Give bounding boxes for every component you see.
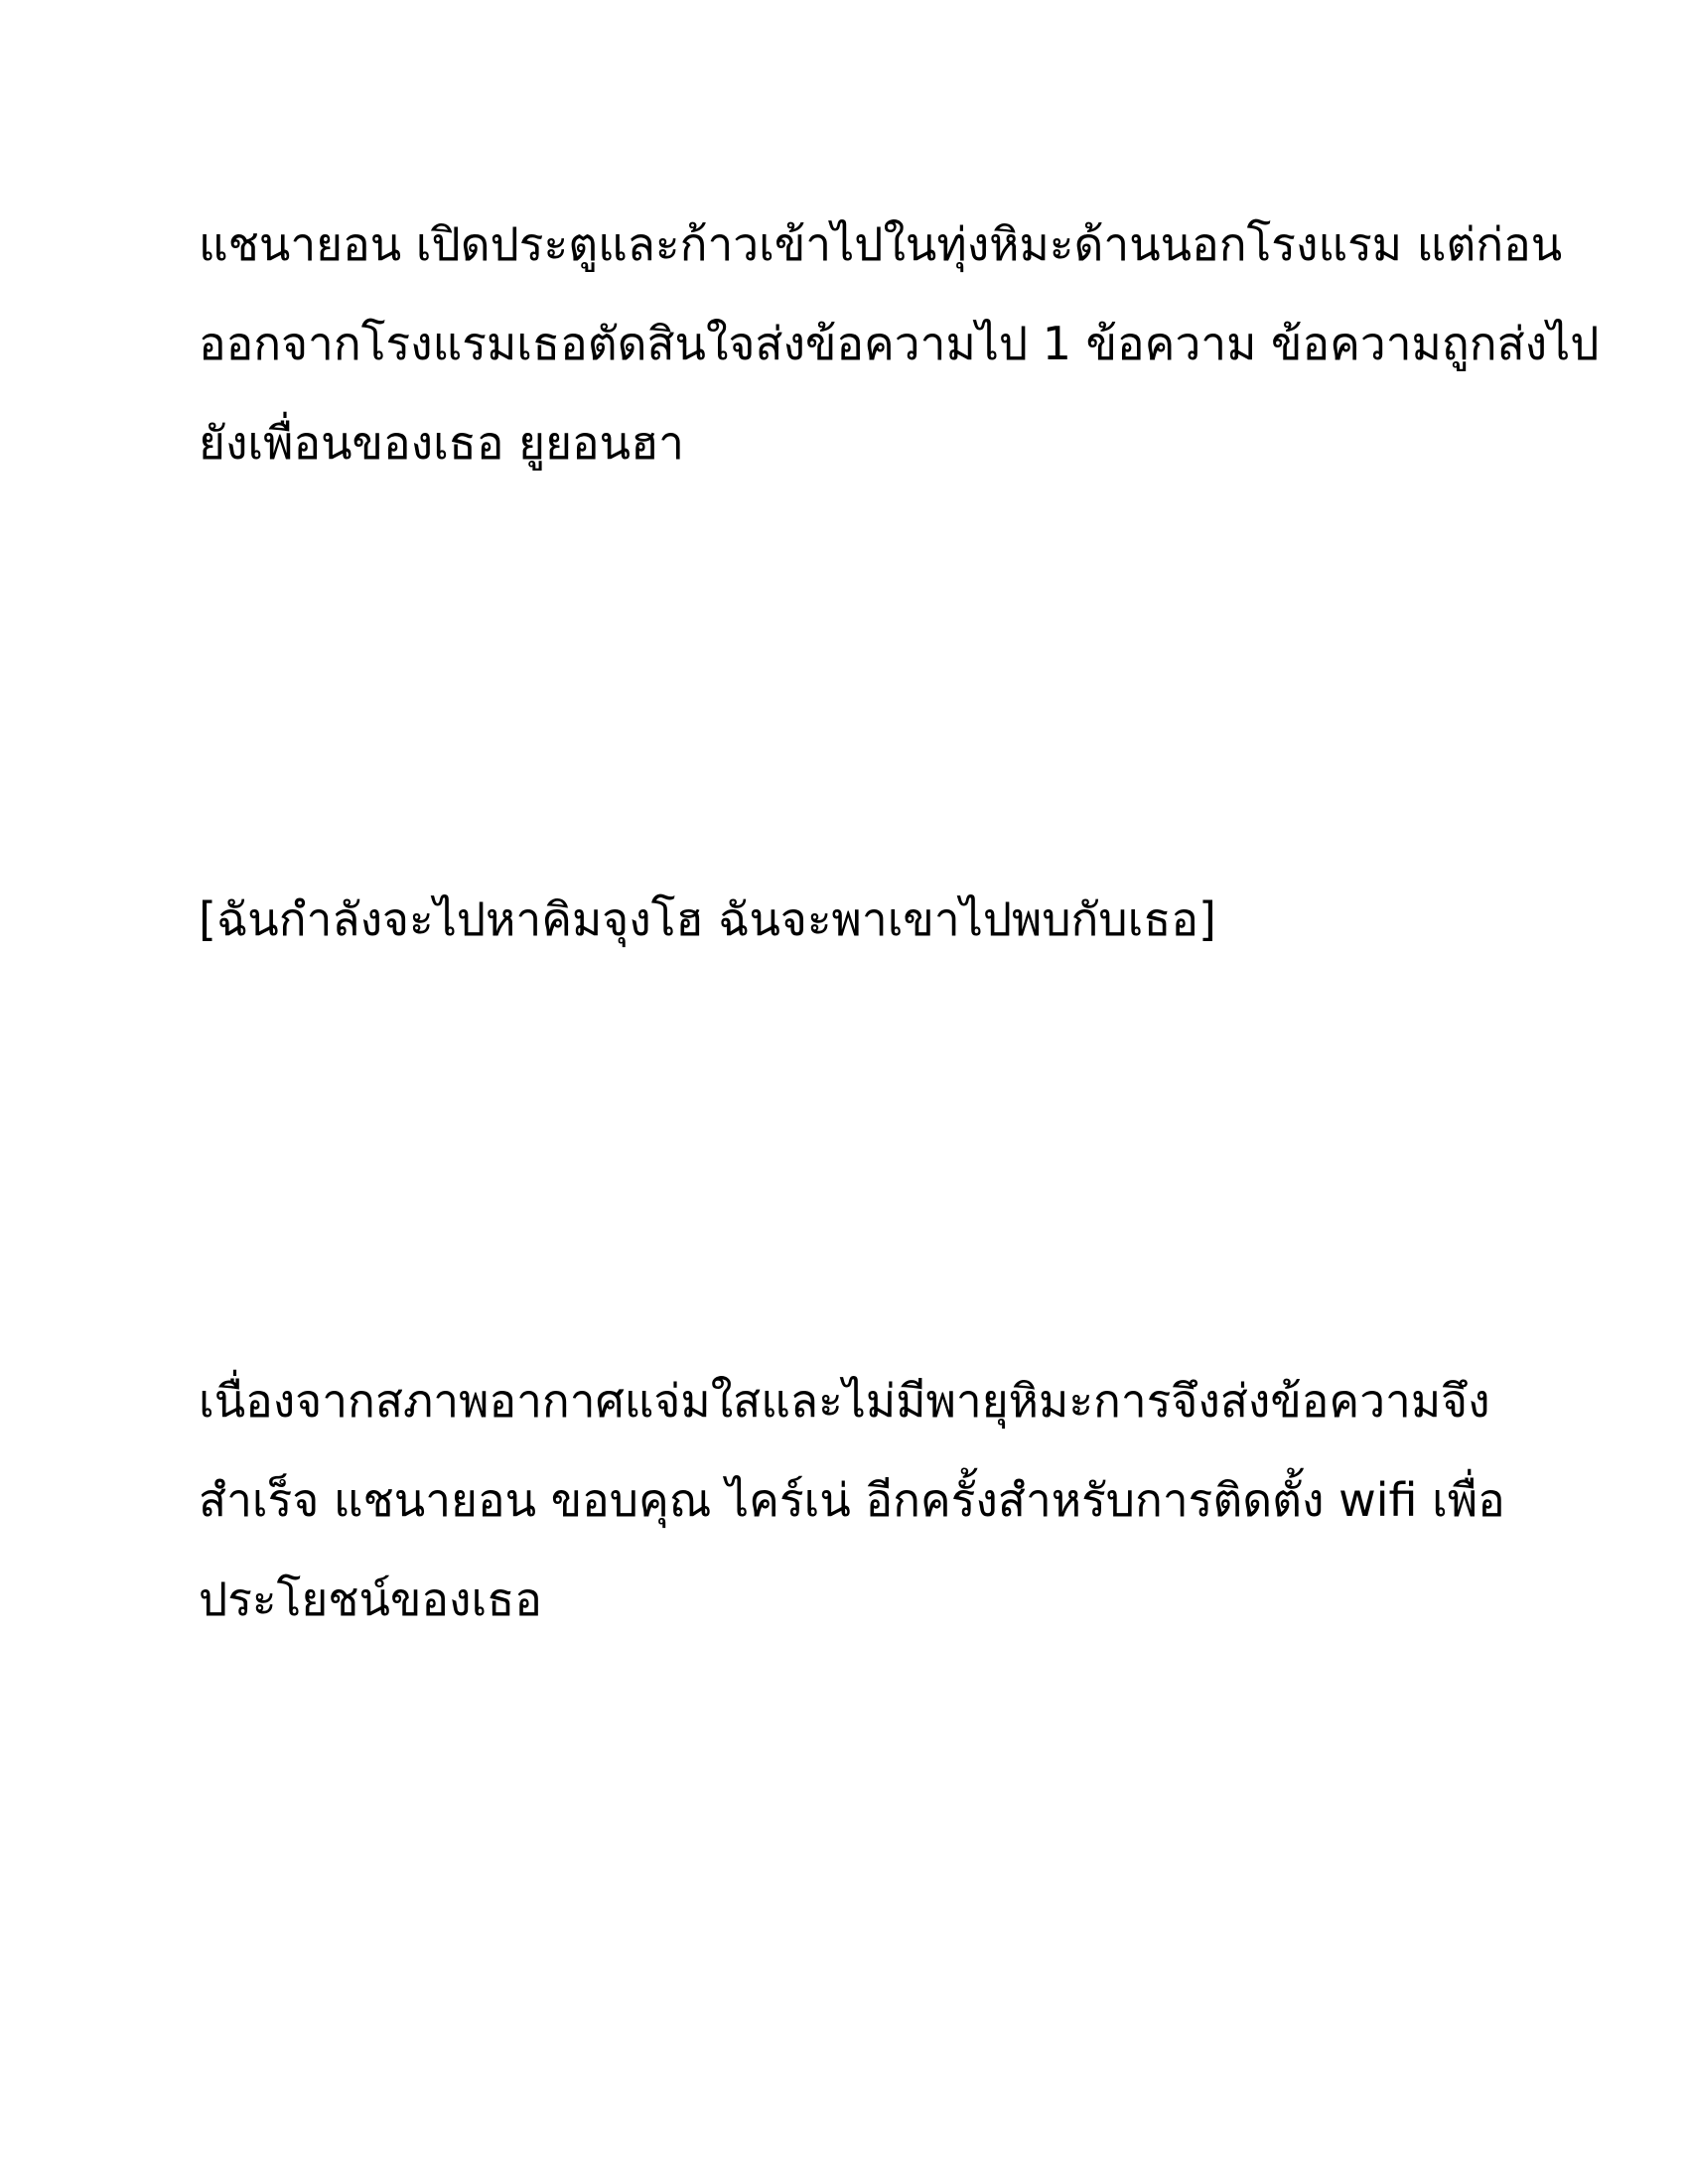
text-line: ออกจากโรงแรมเธอตัดสินใจส่งข้อความไป 1 ข้อความ ข้อความถูกส่งไป bbox=[199, 317, 1600, 370]
paragraph-narration-1 bbox=[199, 195, 1600, 492]
paragraph-narration-2 bbox=[199, 1351, 1505, 1649]
text-line: เนื่องจากสภาพอากาศแจ่มใสและไม่มีพายุหิมะการจึงส่งข้อความจึง bbox=[199, 1374, 1490, 1428]
text-line: สำเร็จ แชนายอน ขอบคุณ ไคร์เน่ อีกครั้งสำหรับการติดตั้ง wifi เพื่อ bbox=[199, 1473, 1505, 1527]
text-line: ยังเพื่อนของเธอ ยูยอนฮา bbox=[199, 416, 684, 470]
text-line: ประโยชน์ของเธอ bbox=[199, 1572, 542, 1626]
text-line: แชนายอน เปิดประตูและก้าวเข้าไปในทุ่งหิมะด้านนอกโรงแรม แต่ก่อน bbox=[199, 217, 1563, 271]
text-line: [ฉันกำลังจะไปหาคิมจุงโฮ ฉันจะพาเขาไปพบกับเธอ] bbox=[199, 892, 1216, 946]
paragraph-message bbox=[199, 870, 1489, 969]
